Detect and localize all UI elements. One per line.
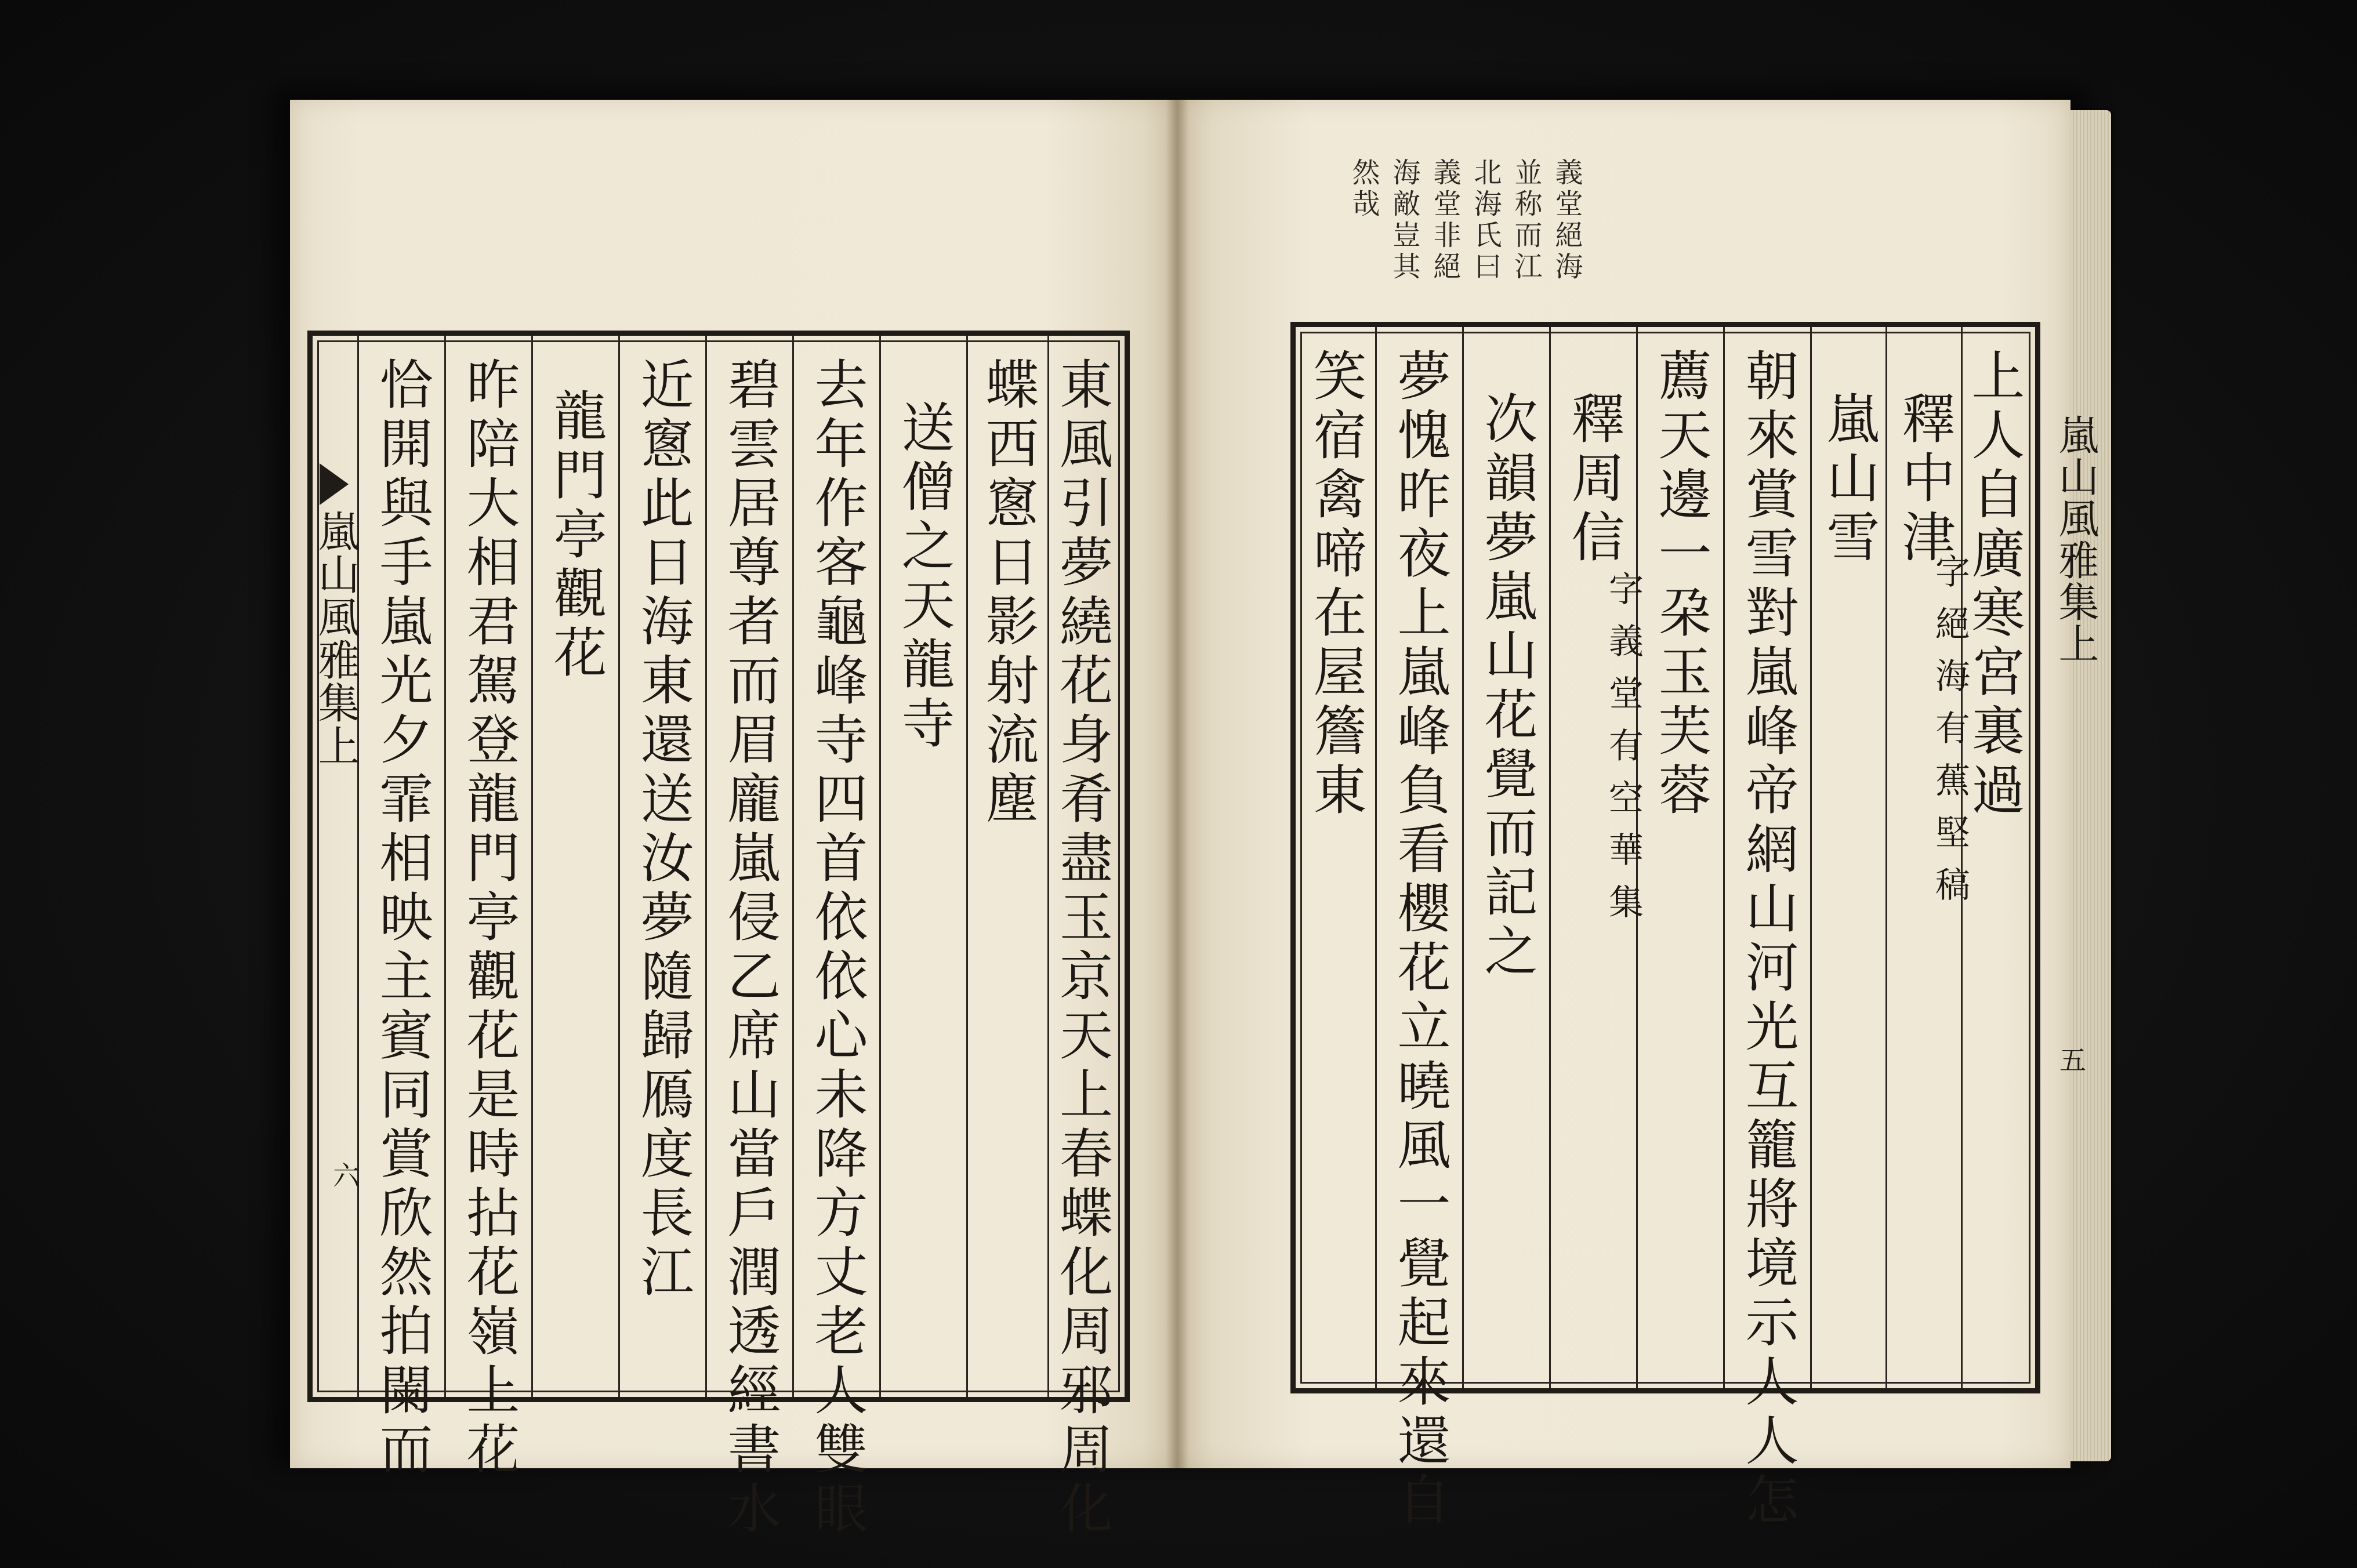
poet-name: 釋周信 [1562,391,1625,568]
left-column-text: 昨陪大相君駕登龍門亭觀花是時拈花嶺上花 [458,357,520,1480]
right-column-2 [1377,327,1464,1531]
right-column-3 [1464,327,1551,1388]
book-gutter [1166,100,1189,1468]
right-margin-title [2047,327,2105,1388]
right-page-number: 五 [2055,1046,2087,1073]
poem-title: 次韻夢嵐山花覺而記之 [1475,391,1538,982]
left-column-7 [881,336,968,1397]
left-column-text: 東風引夢繞花身肴盡玉京天上春蝶化周邪周化 [1051,357,1113,1540]
left-column-4 [620,336,707,1397]
headnote-line: 並称而江 [1510,158,1542,283]
poet-annotation: 字絕海有蕉堅稿 [1929,553,1970,919]
right-column-text: 朝來賞雪對嵐峰帝網山河光互籠將境示人人怎 [1736,348,1799,1531]
right-column-text: 上人自廣寒宮裏過 [1963,348,2025,821]
left-column-3 [533,336,620,1397]
headnote [1325,158,1583,326]
left-column-text: 恰開與手嵐光夕霏相映主賓同賞欣然拍闌而 [371,357,433,1480]
right-page-frame [1290,322,2099,1531]
left-column-1 [359,336,446,1480]
left-page-frame [307,331,1130,1540]
left-margin-title [311,336,360,1397]
headnote-line: 義堂非絕 [1428,158,1461,283]
left-column-5 [707,336,794,1540]
poem-title: 送僧之天龍寺 [893,400,955,754]
left-column-text: 碧雲居尊者而眉龐嵐侵乙席山當戶潤透經書水 [719,357,781,1540]
poet-annotation: 字義堂有空華集 [1602,571,1644,936]
headnote-line: 海敵豈其 [1388,158,1420,283]
right-column-text: 薦天邊一朶玉芙蓉 [1649,348,1712,821]
right-margin-title-text: 嵐山風雅集上 [2052,414,2099,665]
left-column-2 [446,336,533,1480]
left-column-9 [1049,336,1114,1540]
poem-title: 龍門亭觀花 [545,388,607,684]
right-column-6 [1725,327,1812,1531]
headnote-line: 北海氏曰 [1469,158,1502,283]
headnote-line: 義堂絕海 [1550,158,1583,283]
right-column-8 [1887,327,1970,1388]
right-column-text: 笑宿禽啼在屋簷東 [1304,348,1367,821]
left-column-8 [968,336,1049,1397]
fold-mark-icon [320,463,349,505]
left-page-number: 六 [329,1162,360,1188]
right-column-text: 夢愧昨夜上嵐峰負看櫻花立曉風一覺起來還自 [1388,348,1451,1531]
right-column-1 [1296,327,1377,1388]
right-column-5 [1638,327,1725,1388]
left-column-text: 近窻此日海東還送汝夢隨歸鴈度長江 [632,357,694,1303]
left-column-text: 去年作客龜峰寺四首依依心未降方丈老人雙眼 [806,357,868,1540]
headnote-line: 然哉 [1347,158,1380,220]
right-column-9 [1963,327,2025,1388]
right-column-4 [1551,327,1644,1388]
poem-title: 嵐山雪 [1818,391,1880,568]
left-column-text: 蝶西窻日影射流塵 [977,357,1039,830]
poet-name: 釋中津 [1893,391,1956,568]
left-column-6 [794,336,881,1540]
right-column-7 [1812,327,1887,1388]
left-margin-title-text: 嵐山風雅集上 [311,510,360,767]
